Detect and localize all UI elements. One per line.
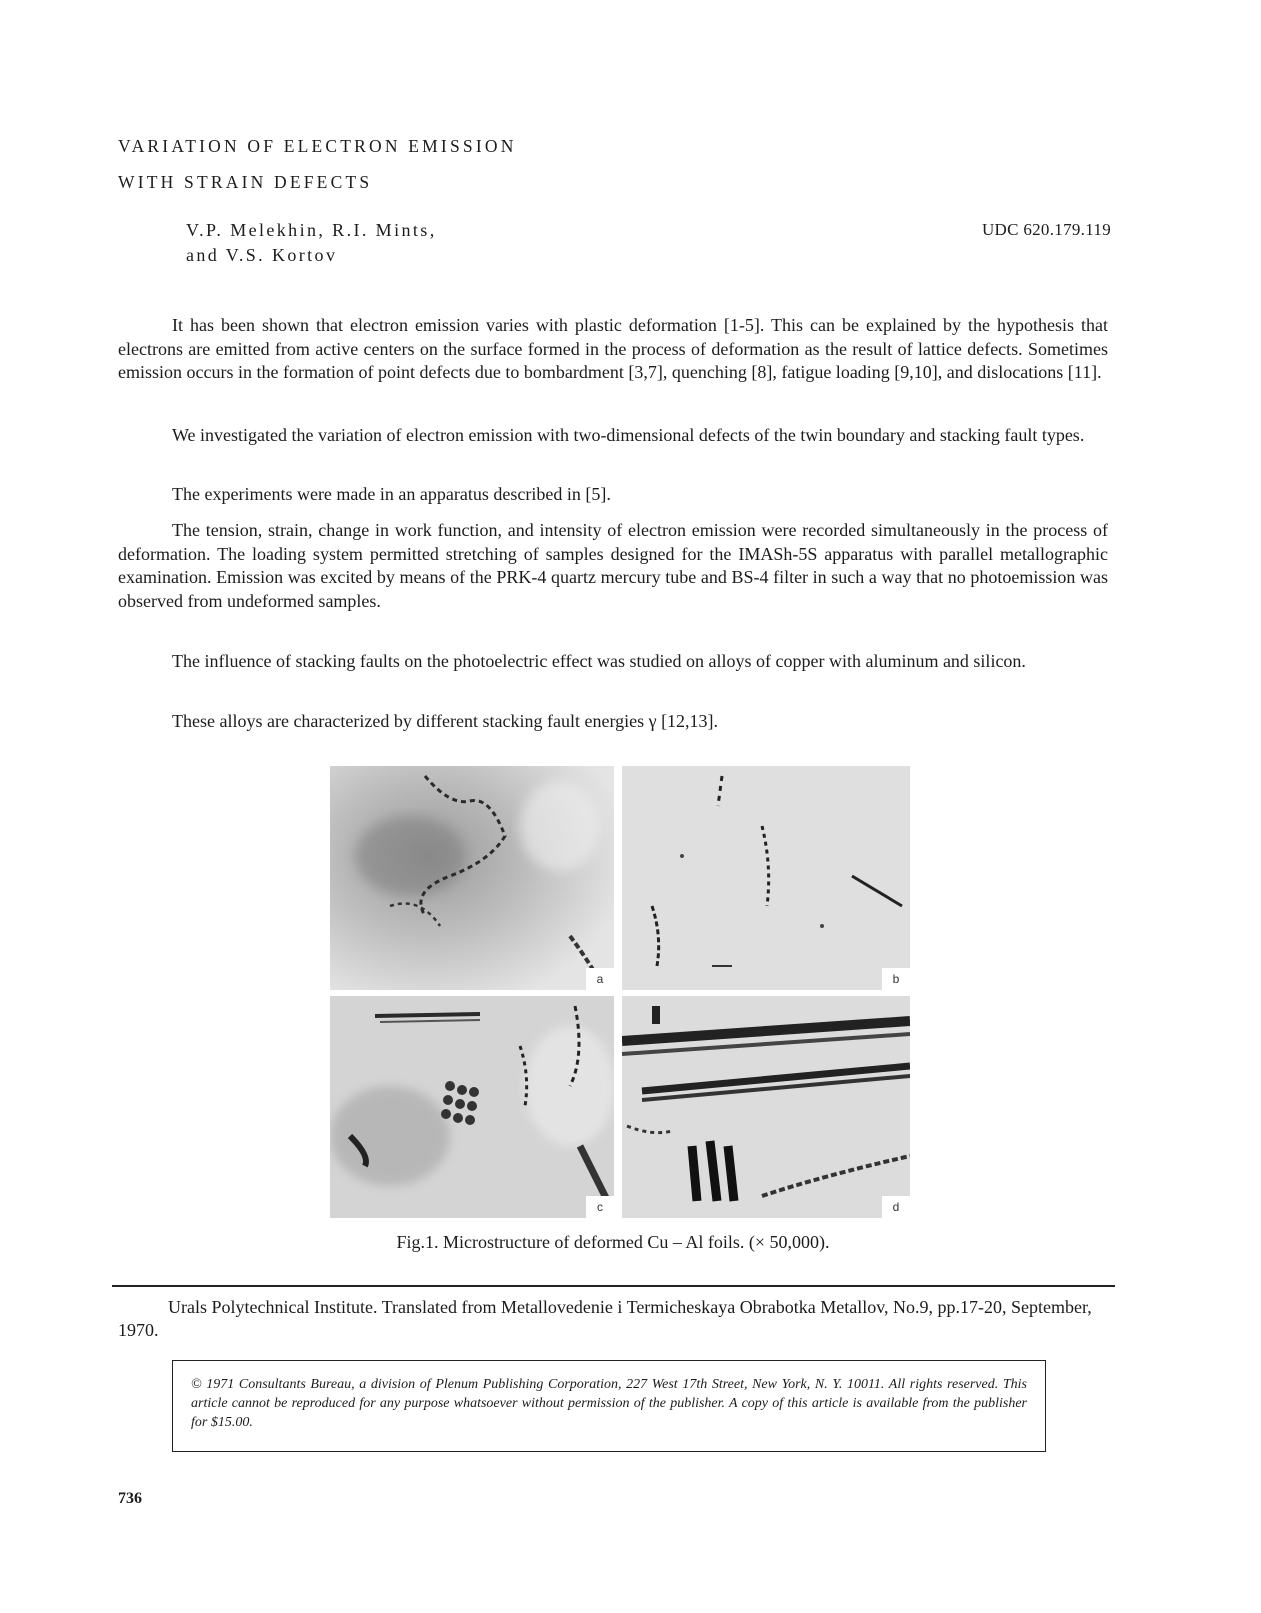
figure-caption: Fig.1. Microstructure of deformed Cu – Al foils. (× 50,000).	[396, 1232, 830, 1252]
body-paragraph-1	[118, 314, 1108, 385]
paragraph-text: It has been shown that electron emission varies with plastic deformation [1-5]. This can be explained by the hypothesis that electrons are emitted from active centers on the surface formed in the process of deformation as the result of lattice defects. Sometimes emission occurs in the formation of point defects due to bombardment [3,7], quenching [8], fatigue loading [9,10], and dislocations [11].	[118, 315, 1108, 383]
copyright-text: © 1971 Consultants Bureau, a division of Plenum Publishing Corporation, 227 West 17th Street, New York, N. Y. 10011. All rights reserved. This article cannot be reproduced for any purpose whatsoever without permission of the publisher. A copy of this article is available from the publisher for $15.00.	[191, 1377, 1027, 1430]
authors	[186, 218, 437, 268]
authors-line-2: and V.S. Kortov	[186, 245, 338, 265]
panel-label-b: b	[882, 968, 910, 990]
article-title-line-1: VARIATION OF ELECTRON EMISSION	[118, 136, 517, 156]
udc-code: UDC 620.179.119	[981, 220, 1111, 239]
micrograph-panel-b	[622, 766, 910, 990]
body-paragraph-3	[118, 483, 1108, 507]
micrograph-image-c	[330, 996, 614, 1218]
figure-micrographs	[330, 766, 910, 1218]
micrograph-panel-a	[330, 766, 614, 990]
body-paragraph-5	[118, 650, 1108, 674]
paragraph-text: The influence of stacking faults on the photoelectric effect was studied on alloys of copper with aluminum and silicon.	[172, 651, 1026, 671]
body-paragraph-4	[118, 519, 1108, 613]
page-number: 736	[118, 1490, 142, 1507]
affiliation-note	[118, 1296, 1110, 1342]
body-paragraph-2	[118, 424, 1108, 448]
micrograph-panel-d	[622, 996, 910, 1218]
micrograph-image-d	[622, 996, 910, 1218]
body-paragraph-6	[118, 710, 1108, 734]
micrograph-image-b	[622, 766, 910, 990]
paragraph-text: The tension, strain, change in work function, and intensity of electron emission were recorded simultaneously in the process of deformation. The loading system permitted stretching of samples designed for the IMASh-5S apparatus with parallel metallographic examination. Emission was excited by means of the PRK-4 quartz mercury tube and BS-4 filter in such a way that no photoemission was observed from undeformed samples.	[118, 520, 1108, 611]
article-title-line-2: WITH STRAIN DEFECTS	[118, 172, 373, 192]
affiliation-text: Urals Polytechnical Institute. Translated from Metallovedenie i Termicheskaya Obrabotka Metallov, No.9, pp.17-20, September, 1970.	[118, 1297, 1092, 1340]
micrograph-panel-c	[330, 996, 614, 1218]
panel-label-a: a	[586, 968, 614, 990]
micrograph-image-a	[330, 766, 614, 990]
paragraph-text: The experiments were made in an apparatus described in [5].	[172, 484, 611, 504]
panel-label-d: d	[882, 1196, 910, 1218]
copyright-box	[172, 1360, 1046, 1452]
paragraph-text: These alloys are characterized by different stacking fault energies γ [12,13].	[172, 711, 719, 731]
footnote-divider	[112, 1285, 1115, 1287]
paragraph-text: We investigated the variation of electron emission with two-dimensional defects of the twin boundary and stacking fault types.	[172, 425, 1085, 445]
panel-label-c: c	[586, 1196, 614, 1218]
authors-line-1: V.P. Melekhin, R.I. Mints,	[186, 220, 437, 240]
